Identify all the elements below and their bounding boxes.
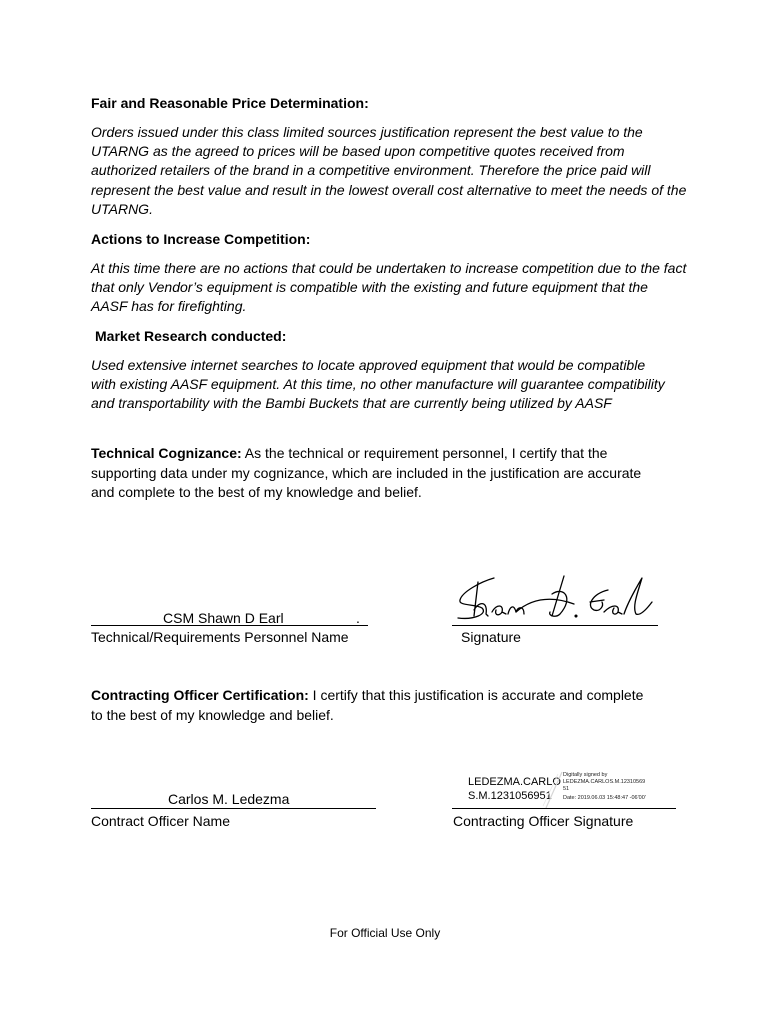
technical-cognizance-paragraph	[91, 444, 666, 503]
contract-officer-name-line	[91, 808, 376, 809]
competition-body: At this time there are no actions that could be undertaken to increase competition due to the fact that only Vendor’s equipment is compatible with the existing and future equipment that the AASF has for firefighting.	[91, 260, 687, 315]
contracting-signature-label: Contracting Officer Signature	[453, 813, 634, 829]
digital-signature-detail-line3: 51	[563, 786, 570, 792]
digital-signature-detail-line2: LEDEZMA.CARLOS.M.12310569	[563, 779, 646, 785]
market-body: Used extensive internet searches to locate approved equipment that would be compatible with existing AASF equipment. At this time, no other manufacture will guarantee compatibility and transportability with the Bambi Buckets that are currently being utilized by AASF	[91, 357, 665, 412]
footer-classification: For Official Use Only	[329, 926, 441, 940]
technical-name-suffix: .	[356, 610, 360, 626]
handwritten-signature	[452, 572, 662, 626]
technical-cognizance-body: As the technical or requirement personnel, I certify that the supporting data under my cognizance, which are included in the justification are accurate and complete to the best of my knowledge and belief.	[91, 445, 642, 500]
price-heading: Fair and Reasonable Price Determination:	[91, 95, 369, 111]
technical-name-line	[91, 625, 368, 626]
digital-signature-name-line2: S.M.1231056951	[468, 790, 552, 802]
digital-signature-detail-line4: Date: 2019.06.03 15:48:47 -06'00'	[563, 795, 646, 801]
signature-label: Signature	[461, 629, 521, 645]
market-heading: Market Research conducted:	[95, 328, 287, 344]
price-body: Orders issued under this class limited sources justification represent the best value to the UTARNG as the agreed to prices will be based upon competitive quotes received from authorized retailers of the brand in a competitive environment. Therefore the price paid will represent the best value and result in the lowest overall cost alternative to meet the needs of the UTARNG.	[91, 124, 687, 217]
contracting-certification-body: I certify that this justification is accurate and complete to the best of my knowledge and belief.	[91, 687, 644, 723]
competition-heading: Actions to Increase Competition:	[91, 231, 311, 247]
signature-line	[452, 625, 658, 626]
contracting-certification-paragraph	[91, 686, 651, 725]
contract-officer-name: Carlos M. Ledezma	[168, 791, 290, 807]
digital-signature-detail-line1: Digitally signed by	[563, 772, 608, 778]
technical-name-label: Technical/Requirements Personnel Name	[91, 629, 349, 645]
contracting-signature-line	[452, 808, 676, 809]
digital-signature-name-line1: LEDEZMA.CARLO	[468, 776, 561, 788]
technical-personnel-name: CSM Shawn D Earl	[163, 610, 284, 626]
technical-cognizance-heading: Technical Cognizance:	[91, 445, 242, 461]
contract-officer-name-label: Contract Officer Name	[91, 813, 231, 829]
contracting-certification-heading: Contracting Officer Certification:	[91, 687, 309, 703]
